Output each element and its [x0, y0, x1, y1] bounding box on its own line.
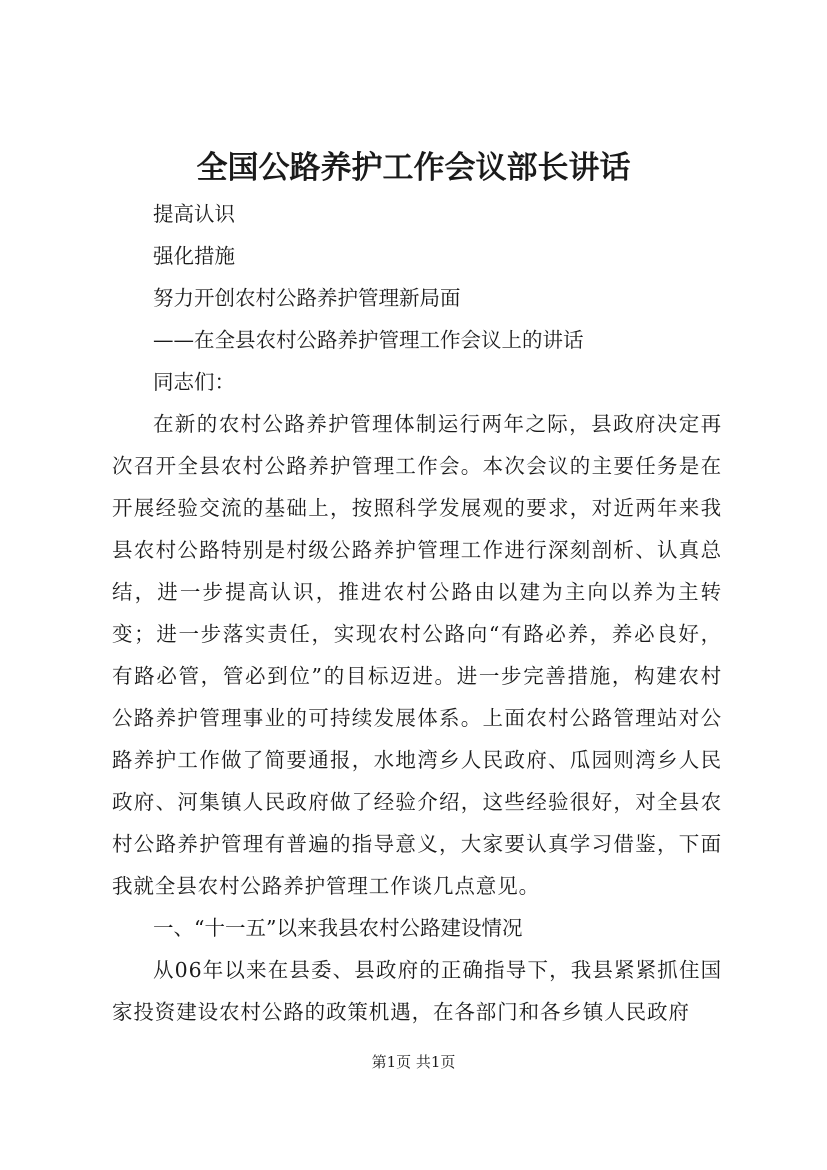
document-body: [112, 193, 722, 1033]
salutation: 同志们：: [153, 370, 235, 394]
heading-line-3: 努力开创农村公路养护管理新局面: [153, 286, 461, 310]
section-heading-1: 一、“十一五”以来我县农村公路建设情况: [153, 916, 523, 940]
page-footer: 第1页 共1页: [371, 1053, 456, 1071]
document-title: 全国公路养护工作会议部长讲话: [196, 150, 631, 186]
heading-line-1: 提高认识: [153, 202, 235, 226]
subtitle-line: ——在全县农村公路养护管理工作会议上的讲话: [153, 328, 584, 352]
paragraph-section-1: 从06年以来在县委、县政府的正确指导下，我县紧紧抓住国家投资建设农村公路的政策机遇，在各部门和各乡镇人民政府: [112, 958, 722, 1024]
paragraph-intro: 在新的农村公路养护管理体制运行两年之际，县政府决定再次召开全县农村公路养护管理工作会。本次会议的主要任务是在开展经验交流的基础上，按照科学发展观的要求，对近两年来我县农村公路特别是村级公路养护管理工作进行深刻剖析、认真总结，进一步提高认识，推进农村公路由以建为主向以养为主转变；进一步落实责任，实现农村公路向“有路必养，养必良好，有路必管，管必到位”的目标迈进。进一步完善措施，构建农村公路养护管理事业的可持续发展体系。上面农村公路管理站对公路养护工作做了简要通报，水地湾乡人民政府、瓜园则湾乡人民政府、河集镇人民政府做了经验介绍，这些经验很好，对全县农村公路养护管理有普遍的指导意义，大家要认真学习借鉴，下面我就全县农村公路养护管理工作谈几点意见。: [112, 412, 722, 898]
heading-line-2: 强化措施: [153, 244, 235, 268]
